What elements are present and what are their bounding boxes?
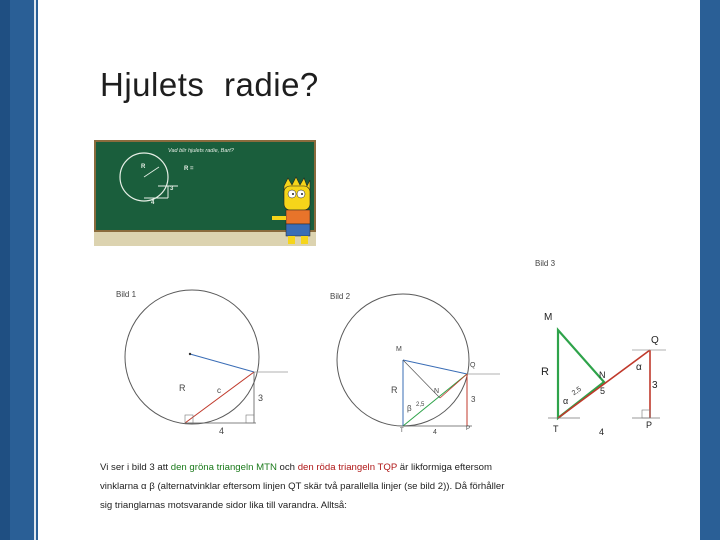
bild-3-m: M — [544, 312, 553, 323]
board-num-3: 3 — [170, 186, 174, 192]
bild-3-alpha-top: α — [636, 362, 642, 373]
bild-3-5: 5 — [600, 386, 606, 396]
bild-2-r: R — [391, 385, 398, 395]
bild-3-3: 3 — [652, 380, 658, 391]
bild-2-q: Q — [470, 362, 476, 369]
bild-2-t: T — [400, 428, 404, 434]
caption-green-triangle: den gröna triangeln MTN — [170, 462, 277, 473]
bild-2-p: P — [466, 426, 471, 432]
explanation-line-1 — [100, 458, 580, 477]
bild-3-n: N — [599, 370, 606, 380]
figure-bild-1 — [125, 290, 288, 424]
bild-2-4: 4 — [433, 429, 437, 436]
bild-1-4: 4 — [219, 426, 225, 436]
bild-2-25: 2,5 — [416, 402, 425, 408]
bild-2-beta: β — [407, 404, 412, 413]
bild-3-t: T — [553, 424, 559, 434]
pi-symbol: π — [42, 56, 66, 96]
caption-part-3: är likformiga eftersom — [397, 462, 492, 473]
board-r-equation: R = — [184, 166, 194, 172]
bild-1-c: c — [217, 386, 221, 395]
board-r-label: R — [141, 164, 146, 170]
board-num-4: 4 — [151, 200, 155, 206]
caption-red-triangle: den röda triangeln TQP — [297, 462, 398, 473]
bild-1-3: 3 — [258, 393, 264, 403]
bild-3-p: P — [646, 420, 653, 430]
bild-1-r: R — [179, 383, 186, 393]
board-question: Vad blir hjulets radie, Bart? — [168, 148, 234, 154]
explanation-line-3: sig trianglarnas motsvarande sidor lika till varandra. Alltså: — [100, 500, 347, 511]
explanation-text — [100, 458, 580, 515]
bild-2-n: N — [434, 388, 440, 395]
bild-1-label: Bild 1 — [116, 290, 137, 299]
bild-3-25: 2,5 — [570, 385, 583, 398]
bild-2-label: Bild 2 — [330, 292, 351, 301]
bild-3-q: Q — [651, 335, 659, 346]
explanation-line-2: vinklarna α β (alternatvinklar eftersom linjen QT skär två parallella linjer (se bild 2)). Då förhåller — [100, 481, 505, 492]
bild-3-alpha-bottom: α — [563, 396, 569, 406]
slide-title: Hjulets radie? — [100, 66, 319, 103]
bild-3-4: 4 — [599, 427, 605, 437]
caption-part-2: och — [276, 462, 298, 473]
bild-3-r: R — [541, 366, 549, 378]
bild-3-label: Bild 3 — [535, 259, 556, 268]
bild-2-3: 3 — [471, 395, 476, 404]
caption-part-1: Vi ser i bild 3 att — [100, 462, 171, 473]
bild-2-m: M — [396, 346, 402, 353]
